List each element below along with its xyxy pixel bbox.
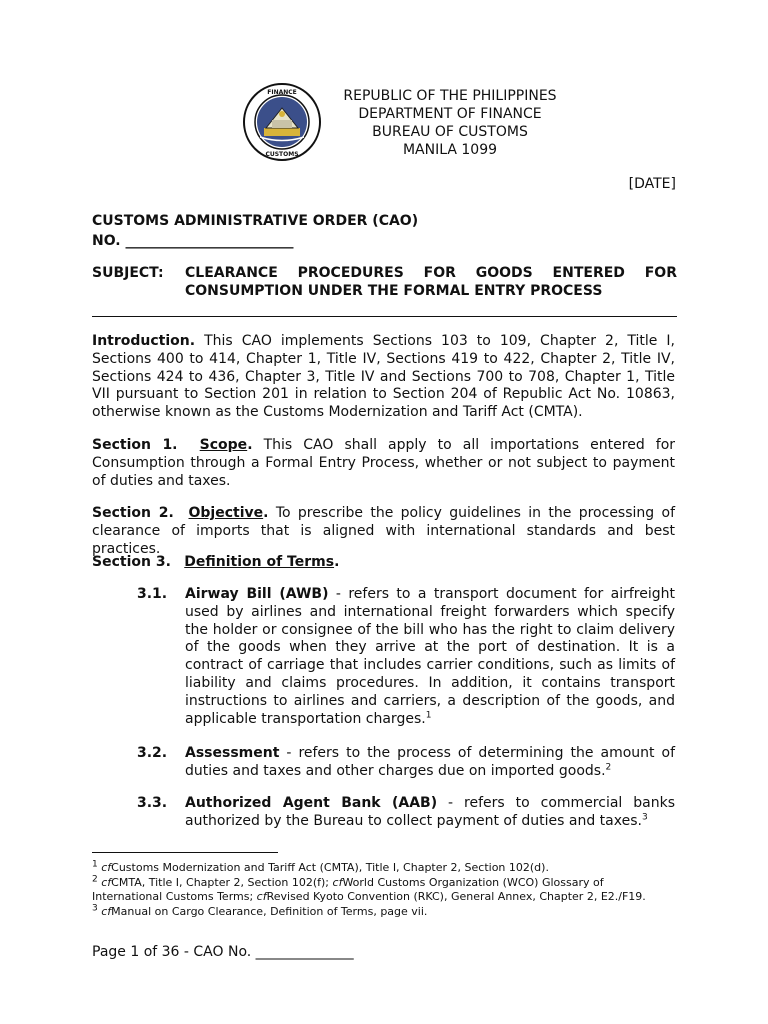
introduction-heading: Introduction. bbox=[92, 333, 196, 349]
definition-text: - refers to a transport document for airfreight used by airlines and international freight forwarders which specify the holder or consignee of the bill who has the right to claim delivery of the goods when they arrive at the port of destination. It is a contract of carriage that includes carrier conditions, such as limits of liability and claims procedures. In addition, it contains transport instructions to airlines and carriers, a description of the goods, and applicable transportation charges. bbox=[185, 586, 675, 727]
section-2-paragraph: Section 2. Objective. To prescribe the policy guidelines in the processing of clearance of imports that is aligned with international standards and best practices. bbox=[92, 505, 676, 557]
footnote-3 bbox=[92, 902, 662, 920]
definition-item bbox=[185, 586, 675, 728]
footnote-divider bbox=[92, 852, 278, 853]
cao-title: CUSTOMS ADMINISTRATIVE ORDER (CAO) bbox=[92, 213, 419, 229]
definition-term: Assessment bbox=[185, 745, 280, 761]
header-republic: REPUBLIC OF THE PHILIPPINES bbox=[343, 88, 557, 104]
footnote-2 bbox=[92, 873, 662, 905]
footnote-ref: 1 bbox=[425, 709, 432, 720]
definition-text: - refers to the process of determining the amount of duties and taxes and other charges due on imported goods. bbox=[185, 745, 675, 779]
section-1-label: Section 1. bbox=[92, 437, 178, 453]
definition-text: - refers to commercial banks authorized by the Bureau to collect payment of duties and taxes. bbox=[185, 795, 675, 829]
subject-divider bbox=[92, 316, 677, 317]
footnote-number: 3 bbox=[92, 902, 98, 913]
subject-line-2: CONSUMPTION UNDER THE FORMAL ENTRY PROCESS bbox=[185, 283, 603, 299]
footnote-cf: cf bbox=[101, 861, 112, 874]
footnotes bbox=[92, 861, 662, 919]
footnote-number: 1 bbox=[92, 859, 98, 870]
date-placeholder: [DATE] bbox=[628, 176, 676, 192]
definition-item bbox=[185, 795, 675, 831]
footnote-1 bbox=[92, 861, 662, 876]
definition-number: 3.2. bbox=[137, 745, 168, 761]
introduction-paragraph bbox=[92, 333, 675, 422]
section-1-paragraph: Section 1. Scope. This CAO shall apply to all importations entered for Consumption through a Formal Entry Process, whether or not subject to payment of duties and taxes. bbox=[92, 437, 676, 489]
definition-item bbox=[185, 745, 675, 781]
page-footer: Page 1 of 36 - CAO No. ______________ bbox=[92, 944, 354, 960]
definition-number: 3.1. bbox=[137, 586, 168, 602]
footnote-text: CMTA, Title I, Chapter 2, Section 102(f); bbox=[111, 875, 333, 889]
footnote-cf: cf bbox=[332, 875, 343, 889]
footnote-ref: 3 bbox=[641, 812, 648, 823]
footnote-text: Customs Modernization and Tariff Act (CMTA), Title I, Chapter 2, Section 102(d). bbox=[111, 861, 549, 874]
footnote-number: 2 bbox=[92, 873, 98, 884]
definition-term: Authorized Agent Bank (AAB) bbox=[185, 795, 438, 811]
cao-heading bbox=[92, 211, 418, 251]
header-department: DEPARTMENT OF FINANCE bbox=[358, 106, 542, 122]
footnote-cf: cf bbox=[101, 904, 112, 918]
section-3-heading: Section 3. Definition of Terms. bbox=[92, 554, 340, 570]
header-bureau: BUREAU OF CUSTOMS bbox=[372, 124, 528, 140]
footnote-text: World Customs Organization (WCO) Glossary of International Customs Terms; bbox=[92, 875, 604, 903]
section-1-title: Scope bbox=[199, 437, 248, 453]
footnote-ref: 2 bbox=[605, 762, 612, 773]
svg-text:CUSTOMS: CUSTOMS bbox=[265, 151, 299, 158]
footnote-text: Revised Kyoto Convention (RKC), General Annex, Chapter 2, E2./F19. bbox=[266, 890, 646, 903]
subject-label: SUBJECT: bbox=[92, 265, 164, 281]
definition-number: 3.3. bbox=[137, 795, 168, 811]
svg-text:FINANCE: FINANCE bbox=[267, 89, 297, 96]
introduction-text: This CAO implements Sections 103 to 109, Chapter 2, Title I, Sections 400 to 414, Chapter 1, Title IV, Sections 419 to 422, Chapter 2, Title IV, Sections 424 to 436, Chapter 3, Title IV and Sections 700 to 708, Chapter 1, Title VII pursuant to Section 201 in relation to Section 204 of Republic Act No. 10863, otherwise known as the Customs Modernization and Tariff Act (CMTA). bbox=[92, 333, 676, 421]
subject-block bbox=[92, 264, 677, 300]
section-2-text: To prescribe the policy guidelines in the processing of clearance of imports that is aligned with international standards and best practices. bbox=[92, 505, 676, 557]
footnote-cf: cf bbox=[101, 875, 112, 889]
footnote-text: Manual on Cargo Clearance, Definition of Terms, page vii. bbox=[111, 904, 428, 918]
section-2-title: Objective bbox=[188, 505, 264, 521]
section-3-title: Definition of Terms bbox=[184, 554, 335, 570]
subject-line-1: CLEARANCE PROCEDURES FOR GOODS ENTERED FOR bbox=[185, 265, 677, 281]
section-1-text: This CAO shall apply to all importations entered for Consumption through a Formal Entry Process, whether or not subject to payment of duties and taxes. bbox=[92, 437, 676, 489]
section-3-label: Section 3. bbox=[92, 554, 171, 570]
section-2-label: Section 2. bbox=[92, 505, 174, 521]
footnote-cf: cf bbox=[256, 890, 267, 903]
definition-term: Airway Bill (AWB) bbox=[185, 586, 329, 602]
header-city: MANILA 1099 bbox=[402, 142, 498, 158]
cao-number: NO. ________________________ bbox=[92, 233, 294, 249]
